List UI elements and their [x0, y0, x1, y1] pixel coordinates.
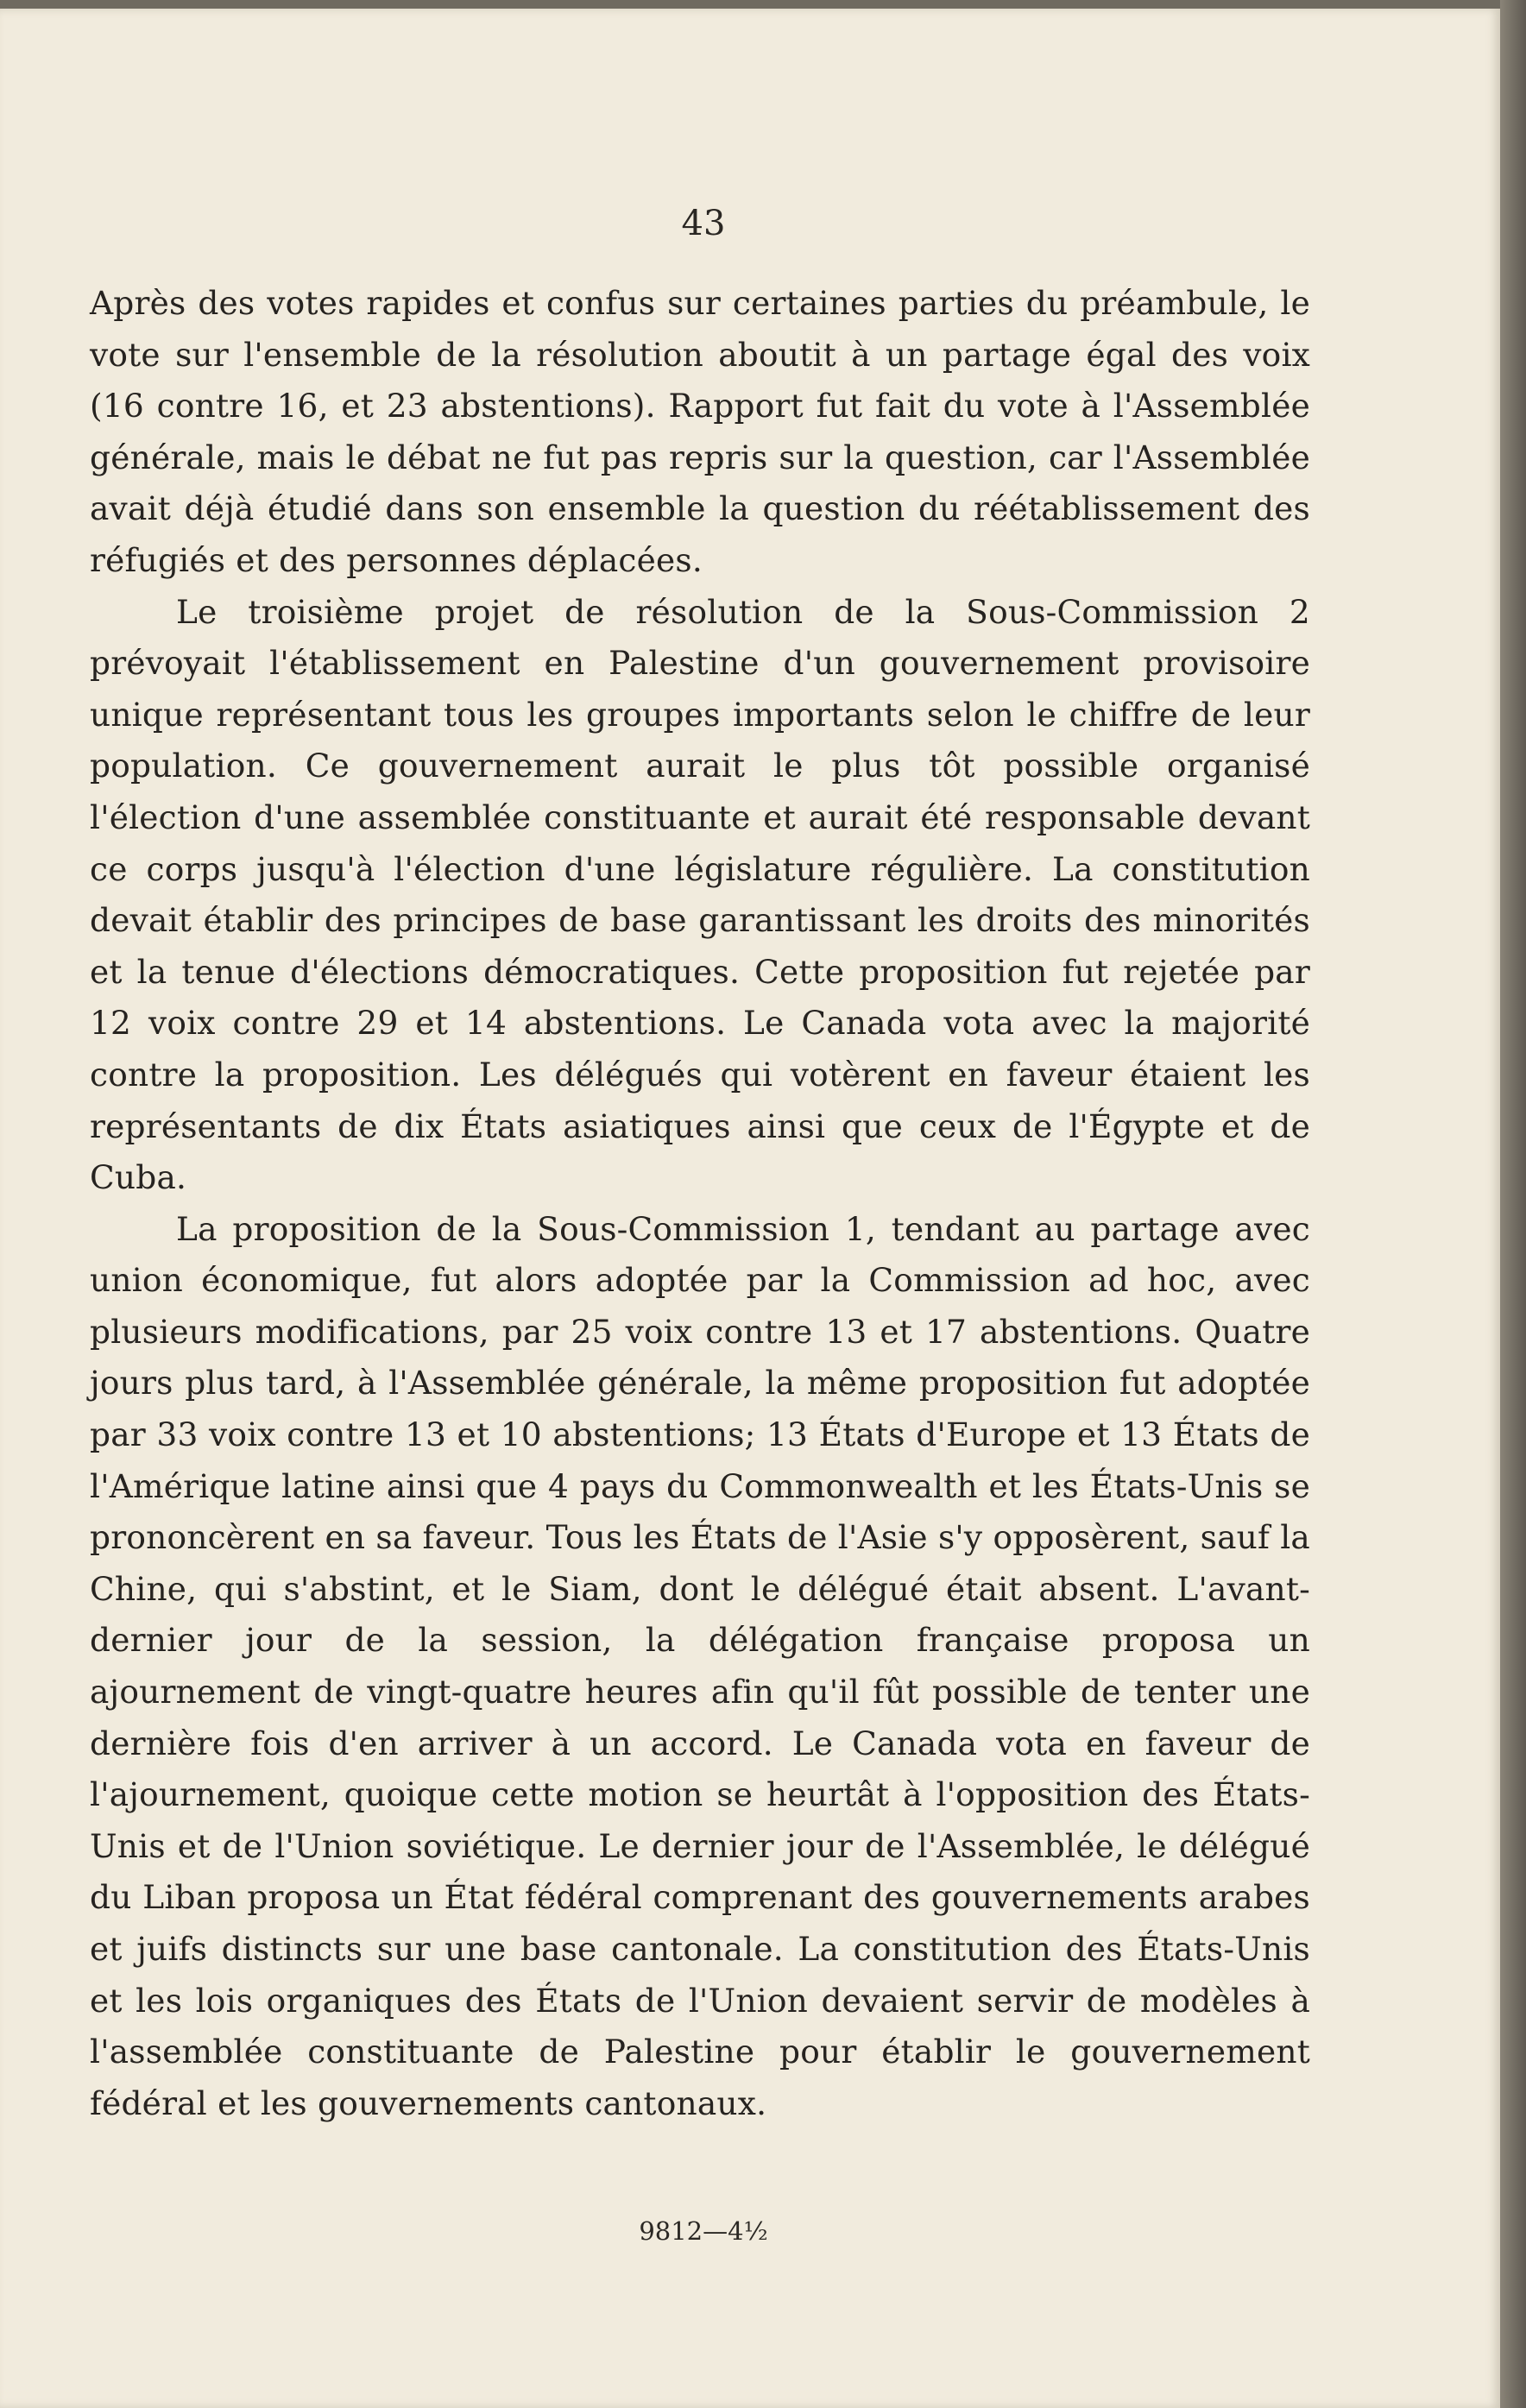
document-page	[0, 9, 1500, 2408]
page-edge	[1500, 0, 1526, 2408]
body-text	[90, 278, 1310, 2129]
page-number: 43	[681, 204, 726, 243]
paragraph-3: La proposition de la Sous-Commission 1, tendant au partage avec union économique, fut alors adoptée par la Commission ad hoc, avec plusieurs modifications, par 25 voix contre 13 et 17 abstentions. Quatre jours plus tard, à l'Assemblée générale, la même proposition fut adoptée par 33 voix contre 13 et 10 abstentions; 13 États d'Europe et 13 États de l'Amérique latine ainsi que 4 pays du Commonwealth et les États-Unis se prononcèrent en sa faveur. Tous les États de l'Asie s'y opposèrent, sauf la Chine, qui s'abstint, et le Siam, dont le délégué était absent. L'avant-dernier jour de la session, la délégation française proposa un ajournement de vingt-quatre heures afin qu'il fût possible de tenter une dernière fois d'en arriver à un accord. Le Canada vota en faveur de l'ajournement, quoique cette motion se heurtât à l'opposition des États-Unis et de l'Union soviétique. Le dernier jour de l'Assemblée, le délégué du Liban proposa un État fédéral comprenant des gouvernements arabes et juifs distincts sur une base cantonale. La constitution des États-Unis et les lois organiques des États de l'Union devaient servir de modèles à l'assemblée constituante de Palestine pour établir le gouvernement fédéral et les gouvernements cantonaux.	[90, 1209, 1310, 2122]
paragraph-2: Le troisième projet de résolution de la Sous-Commission 2 prévoyait l'établissement en Palestine d'un gouvernement provisoire unique représentant tous les groupes importants selon le chiffre de leur population. Ce gouvernement aurait le plus tôt possible organisé l'élection d'une assemblée constituante et aurait été responsable devant ce corps jusqu'à l'élection d'une législature régulière. La constitution devait établir des principes de base garantissant les droits des minorités et la tenue d'élections démocratiques. Cette proposition fut rejetée par 12 voix contre 29 et 14 abstentions. Le Canada vota avec la majorité contre la proposition. Les délégués qui votèrent en faveur étaient les représentants de dix États asiatiques ainsi que ceux de l'Égypte et de Cuba.	[90, 592, 1310, 1197]
paragraph-1: Après des votes rapides et confus sur certaines parties du préambule, le vote sur l'ensemble de la résolution aboutit à un partage égal des voix (16 contre 16, et 23 abstentions). Rapport fut fait du vote à l'Assemblée générale, mais le débat ne fut pas repris sur la question, car l'Assemblée avait déjà étudié dans son ensemble la question du réétablissement des réfugiés et des personnes déplacées.	[90, 284, 1310, 579]
signature-mark: 9812—4½	[639, 2216, 768, 2246]
